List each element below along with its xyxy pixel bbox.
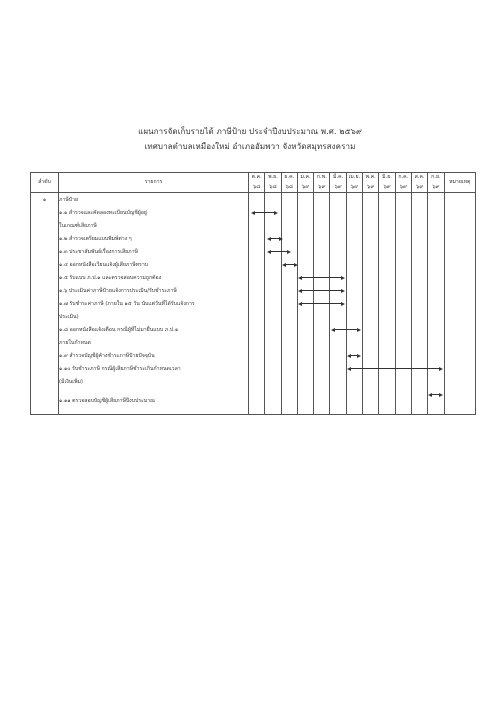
- month-cell: [363, 258, 379, 271]
- month-cell: [428, 323, 444, 336]
- row-item-text: (มีเงินเพิ่ม): [59, 375, 249, 388]
- month-cell: [428, 349, 444, 362]
- items-header: รายการ: [59, 173, 249, 193]
- month-cell: [411, 232, 427, 245]
- month-cell: [428, 245, 444, 258]
- month-cell: [281, 245, 297, 258]
- table-row: [31, 206, 476, 219]
- table-row: [31, 284, 476, 297]
- row-sequence: [31, 362, 59, 375]
- table-header: [31, 173, 476, 193]
- month-cell: [330, 193, 346, 207]
- month-cell: [281, 323, 297, 336]
- table-row: [31, 388, 476, 415]
- month-cell: [363, 245, 379, 258]
- month-cell: [379, 375, 395, 388]
- month-header: พ.ค.: [363, 173, 379, 183]
- month-cell: [428, 219, 444, 232]
- month-cell: [281, 375, 297, 388]
- month-cell: [314, 375, 330, 388]
- month-cell: [428, 336, 444, 349]
- month-cell: [411, 284, 427, 297]
- month-cell: [395, 193, 411, 207]
- table-row: [31, 258, 476, 271]
- month-cell: [346, 232, 362, 245]
- plan-title: แผนการจัดเก็บรายได้ ภาษีป้าย ประจำปีงบประมาณ พ.ศ. ๒๕๖๙: [138, 127, 362, 136]
- month-cell: [379, 193, 395, 207]
- month-cell: [297, 310, 313, 323]
- municipality-subtitle: เทศบาลตำบลเหมืองใหม่ อำเภออัมพวา จังหวัดสมุทรสงคราม: [144, 142, 356, 151]
- month-cell: [265, 219, 281, 232]
- month-cell: [249, 336, 265, 349]
- month-cell: [314, 232, 330, 245]
- month-cell: [249, 193, 265, 207]
- month-cell: [346, 297, 362, 310]
- row-sequence: [31, 232, 59, 245]
- month-cell: [249, 375, 265, 388]
- month-cell: [265, 258, 281, 271]
- month-cell: [297, 219, 313, 232]
- month-cell: [395, 258, 411, 271]
- row-sequence: [31, 245, 59, 258]
- remark-cell: [444, 336, 475, 349]
- month-cell: [363, 193, 379, 207]
- remark-cell: [444, 349, 475, 362]
- row-sequence: [31, 336, 59, 349]
- month-cell: [281, 271, 297, 284]
- month-cell: [249, 323, 265, 336]
- row-item-text: ภาษีป้าย: [59, 193, 249, 207]
- month-year: ๖๙: [411, 182, 427, 193]
- month-cell: [411, 349, 427, 362]
- month-cell: [265, 323, 281, 336]
- month-year: ๖๙: [346, 182, 362, 193]
- remark-cell: [444, 193, 475, 207]
- month-cell: [346, 375, 362, 388]
- month-cell: [314, 219, 330, 232]
- month-cell: [346, 336, 362, 349]
- month-cell: [330, 388, 346, 415]
- month-cell: [281, 232, 297, 245]
- month-cell: [265, 206, 281, 219]
- month-cell: [363, 271, 379, 284]
- row-sequence: [31, 297, 59, 310]
- month-cell: [297, 323, 313, 336]
- month-cell: [346, 219, 362, 232]
- month-cell: [428, 388, 444, 415]
- month-cell: [395, 232, 411, 245]
- table-row: [31, 362, 476, 375]
- month-cell: [411, 206, 427, 219]
- row-item-text: ๑.๕ รับแบบ ภ.ป.๑ และตรวจสอบความถูกต้อง: [59, 271, 249, 284]
- month-cell: [346, 206, 362, 219]
- month-cell: [363, 297, 379, 310]
- month-cell: [379, 323, 395, 336]
- remark-cell: [444, 245, 475, 258]
- remark-cell: [444, 297, 475, 310]
- month-cell: [411, 375, 427, 388]
- month-cell: [281, 362, 297, 375]
- month-cell: [395, 284, 411, 297]
- row-sequence: [31, 284, 59, 297]
- month-cell: [428, 258, 444, 271]
- month-cell: [330, 362, 346, 375]
- month-cell: [249, 310, 265, 323]
- month-cell: [395, 349, 411, 362]
- month-cell: [297, 245, 313, 258]
- row-item-text: ๑.๑๐ รับชำระภาษี กรณีผู้เสียภาษีชำระเกินกำหนดเวลา: [59, 362, 249, 375]
- month-year: ๖๙: [314, 182, 330, 193]
- month-cell: [330, 375, 346, 388]
- row-sequence: [31, 388, 59, 415]
- row-sequence: ๑: [31, 193, 59, 207]
- month-cell: [379, 297, 395, 310]
- month-cell: [330, 258, 346, 271]
- remark-cell: [444, 232, 475, 245]
- month-cell: [330, 232, 346, 245]
- table-row: [31, 193, 476, 207]
- month-cell: [346, 349, 362, 362]
- month-cell: [428, 271, 444, 284]
- month-cell: [281, 258, 297, 271]
- month-cell: [265, 388, 281, 415]
- month-cell: [330, 271, 346, 284]
- month-year: ๖๙: [297, 182, 313, 193]
- month-cell: [411, 388, 427, 415]
- row-item-text: ๑.๓ ประชาสัมพันธ์เรื่องการเสียภาษี: [59, 245, 249, 258]
- table-row: [31, 219, 476, 232]
- month-year: ๖๙: [428, 182, 444, 193]
- table-row: [31, 323, 476, 336]
- month-cell: [249, 245, 265, 258]
- month-cell: [265, 349, 281, 362]
- month-cell: [346, 388, 362, 415]
- month-cell: [395, 336, 411, 349]
- month-cell: [363, 362, 379, 375]
- month-cell: [249, 388, 265, 415]
- row-sequence: [31, 349, 59, 362]
- month-cell: [314, 284, 330, 297]
- month-cell: [297, 206, 313, 219]
- remark-cell: [444, 388, 475, 415]
- month-cell: [411, 336, 427, 349]
- month-cell: [428, 232, 444, 245]
- month-cell: [395, 375, 411, 388]
- row-item-text: ๑.๖ ประเมินค่าภาษีป้ายแจ้งการประเมิน/รับชำระภาษี: [59, 284, 249, 297]
- remark-cell: [444, 323, 475, 336]
- month-cell: [265, 310, 281, 323]
- month-cell: [395, 271, 411, 284]
- month-cell: [330, 297, 346, 310]
- month-cell: [363, 310, 379, 323]
- remark-cell: [444, 375, 475, 388]
- month-cell: [346, 258, 362, 271]
- remark-cell: [444, 271, 475, 284]
- month-cell: [363, 336, 379, 349]
- month-header: ม.ค.: [297, 173, 313, 183]
- month-cell: [428, 206, 444, 219]
- remark-cell: [444, 310, 475, 323]
- row-item-text: ภายในกำหนด: [59, 336, 249, 349]
- table-row: [31, 310, 476, 323]
- month-cell: [395, 388, 411, 415]
- month-cell: [428, 310, 444, 323]
- month-cell: [363, 284, 379, 297]
- month-cell: [330, 336, 346, 349]
- month-cell: [330, 219, 346, 232]
- month-cell: [411, 245, 427, 258]
- month-cell: [314, 349, 330, 362]
- remark-cell: [444, 206, 475, 219]
- month-cell: [297, 232, 313, 245]
- month-cell: [314, 193, 330, 207]
- month-cell: [379, 336, 395, 349]
- month-cell: [265, 284, 281, 297]
- row-sequence: [31, 206, 59, 219]
- month-cell: [265, 336, 281, 349]
- month-cell: [330, 323, 346, 336]
- month-cell: [297, 362, 313, 375]
- month-header: มี.ค.: [330, 173, 346, 183]
- row-item-text: ๑.๗ รับชำระค่าภาษี (ภายใน ๑๕ วัน นับแต่วันที่ได้รับแจ้งการ: [59, 297, 249, 310]
- month-header: ก.พ.: [314, 173, 330, 183]
- month-cell: [379, 271, 395, 284]
- month-cell: [314, 388, 330, 415]
- month-cell: [297, 388, 313, 415]
- month-cell: [379, 362, 395, 375]
- month-cell: [411, 271, 427, 284]
- month-year: ๖๙: [379, 182, 395, 193]
- month-year: ๖๘: [281, 182, 297, 193]
- month-header: ต.ค.: [249, 173, 265, 183]
- month-cell: [428, 297, 444, 310]
- month-cell: [395, 245, 411, 258]
- month-cell: [363, 219, 379, 232]
- month-cell: [314, 336, 330, 349]
- month-cell: [346, 310, 362, 323]
- month-cell: [346, 323, 362, 336]
- month-cell: [395, 219, 411, 232]
- month-cell: [249, 206, 265, 219]
- month-cell: [249, 258, 265, 271]
- month-cell: [265, 297, 281, 310]
- month-cell: [395, 297, 411, 310]
- month-cell: [395, 362, 411, 375]
- month-cell: [281, 388, 297, 415]
- remark-cell: [444, 219, 475, 232]
- month-cell: [314, 323, 330, 336]
- month-cell: [346, 271, 362, 284]
- remark-cell: [444, 284, 475, 297]
- month-cell: [249, 219, 265, 232]
- remark-cell: [444, 258, 475, 271]
- month-cell: [249, 232, 265, 245]
- month-year: ๖๙: [330, 182, 346, 193]
- month-year: ๖๘: [249, 182, 265, 193]
- month-cell: [411, 297, 427, 310]
- row-sequence: [31, 219, 59, 232]
- month-cell: [265, 271, 281, 284]
- row-sequence: [31, 258, 59, 271]
- row-item-text: ประเมิน): [59, 310, 249, 323]
- month-cell: [379, 284, 395, 297]
- month-cell: [281, 310, 297, 323]
- month-cell: [281, 336, 297, 349]
- month-cell: [314, 245, 330, 258]
- month-cell: [281, 193, 297, 207]
- table-row: [31, 375, 476, 388]
- month-cell: [297, 336, 313, 349]
- month-cell: [265, 245, 281, 258]
- month-cell: [281, 206, 297, 219]
- month-cell: [379, 232, 395, 245]
- month-header: ก.ค.: [395, 173, 411, 183]
- month-year: ๖๙: [395, 182, 411, 193]
- month-cell: [379, 206, 395, 219]
- month-cell: [379, 310, 395, 323]
- table-body: [31, 193, 476, 415]
- month-cell: [379, 258, 395, 271]
- month-cell: [297, 375, 313, 388]
- month-cell: [330, 310, 346, 323]
- table-row: [31, 232, 476, 245]
- month-cell: [314, 362, 330, 375]
- month-cell: [428, 362, 444, 375]
- month-cell: [346, 193, 362, 207]
- month-cell: [346, 362, 362, 375]
- month-cell: [249, 271, 265, 284]
- month-cell: [363, 206, 379, 219]
- month-cell: [314, 206, 330, 219]
- month-header: ก.ย.: [428, 173, 444, 183]
- month-cell: [314, 271, 330, 284]
- month-cell: [395, 323, 411, 336]
- month-cell: [428, 284, 444, 297]
- row-sequence: [31, 323, 59, 336]
- month-header: มิ.ย.: [379, 173, 395, 183]
- month-cell: [314, 310, 330, 323]
- table-row: [31, 245, 476, 258]
- month-cell: [379, 388, 395, 415]
- month-cell: [428, 193, 444, 207]
- month-cell: [379, 245, 395, 258]
- month-cell: [363, 232, 379, 245]
- month-cell: [346, 284, 362, 297]
- month-cell: [265, 375, 281, 388]
- month-cell: [330, 206, 346, 219]
- row-item-text: ๑.๒ สำรวจเตรียมแบบพิมพ์ต่าง ๆ: [59, 232, 249, 245]
- month-cell: [428, 375, 444, 388]
- month-cell: [281, 284, 297, 297]
- month-cell: [297, 271, 313, 284]
- month-header: พ.ย.: [265, 173, 281, 183]
- month-cell: [281, 349, 297, 362]
- month-year: ๖๘: [265, 182, 281, 193]
- month-cell: [346, 245, 362, 258]
- month-cell: [265, 232, 281, 245]
- month-cell: [281, 297, 297, 310]
- row-sequence: [31, 310, 59, 323]
- month-cell: [314, 297, 330, 310]
- month-cell: [249, 362, 265, 375]
- month-header: ธ.ค.: [281, 173, 297, 183]
- month-cell: [411, 219, 427, 232]
- month-cell: [411, 362, 427, 375]
- month-cell: [249, 284, 265, 297]
- month-cell: [379, 219, 395, 232]
- table-row: [31, 336, 476, 349]
- month-cell: [330, 245, 346, 258]
- row-item-text: ๑.๔ ออกหนังสือเวียนแจ้งผู้เสียภาษีทราบ: [59, 258, 249, 271]
- month-cell: [395, 206, 411, 219]
- row-item-text: ๑.๑ สำรวจและคัดลองทะเบียนบัญชีผู้อยู่: [59, 206, 249, 219]
- month-cell: [363, 323, 379, 336]
- month-cell: [297, 284, 313, 297]
- month-cell: [297, 349, 313, 362]
- table-row: [31, 271, 476, 284]
- table-row: [31, 349, 476, 362]
- row-item-text: ๑.๙ สำรวจบัญชีผู้ค้างชำระภาษีป้ายปัจจุบัน: [59, 349, 249, 362]
- row-sequence: [31, 271, 59, 284]
- month-cell: [297, 258, 313, 271]
- remark-header: หมายเหตุ: [444, 173, 475, 193]
- month-cell: [265, 193, 281, 207]
- month-cell: [330, 349, 346, 362]
- month-cell: [281, 219, 297, 232]
- month-cell: [363, 375, 379, 388]
- month-header: เม.ย.: [346, 173, 362, 183]
- month-cell: [411, 193, 427, 207]
- month-cell: [395, 310, 411, 323]
- month-cell: [363, 388, 379, 415]
- row-sequence: [31, 375, 59, 388]
- month-cell: [330, 284, 346, 297]
- month-cell: [314, 258, 330, 271]
- month-cell: [411, 310, 427, 323]
- seq-header: ลำดับ: [31, 173, 59, 193]
- row-item-text: ๑.๘ ออกหนังสือแจ้งเตือน กรณีผู้ที่ไม่มายื่นแบบ ภ.ป.๑: [59, 323, 249, 336]
- row-item-text: ๑.๑๑ ตรวจสอบบัญชีผู้เสียภาษีปีงบประมาณ: [59, 388, 249, 415]
- month-cell: [297, 297, 313, 310]
- month-cell: [249, 349, 265, 362]
- month-cell: [411, 323, 427, 336]
- month-cell: [297, 193, 313, 207]
- table-row: [31, 297, 476, 310]
- month-cell: [363, 349, 379, 362]
- row-item-text: ในเกณฑ์เสียภาษี: [59, 219, 249, 232]
- month-cell: [411, 258, 427, 271]
- month-cell: [249, 297, 265, 310]
- month-cell: [379, 349, 395, 362]
- month-year: ๖๙: [363, 182, 379, 193]
- month-header: ส.ค.: [411, 173, 427, 183]
- month-cell: [265, 362, 281, 375]
- remark-cell: [444, 362, 475, 375]
- revenue-plan-table: [30, 172, 476, 415]
